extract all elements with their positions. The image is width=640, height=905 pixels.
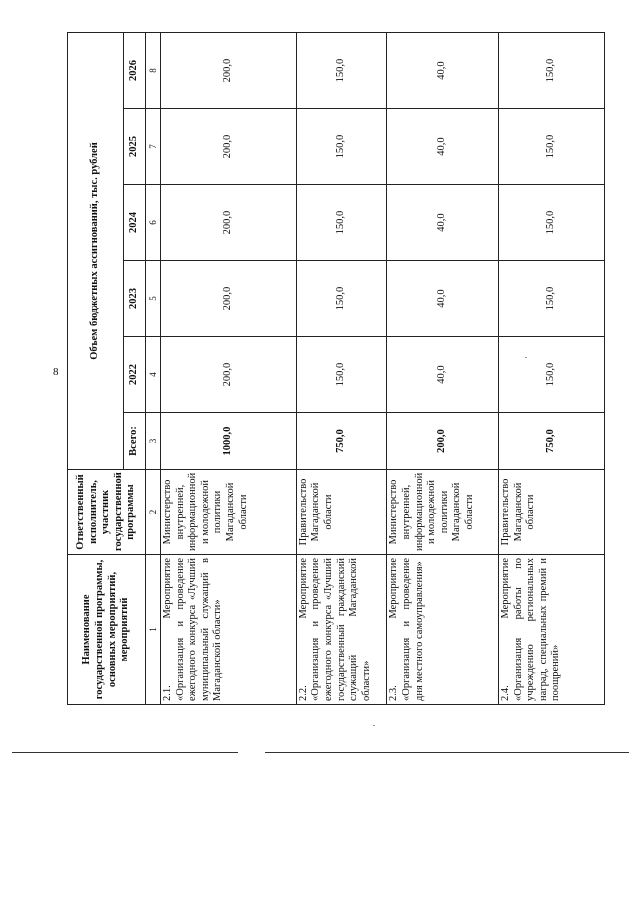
executor-cell: Правительство Магаданской области (499, 470, 605, 555)
header-year: 2023 (124, 261, 146, 337)
value-cell: 200,0 (161, 261, 297, 337)
total-cell: 750,0 (296, 413, 386, 470)
header-name: Наименование государственной программы, основных мероприятий, мероприятий (68, 555, 146, 705)
total-cell: 750,0 (499, 413, 605, 470)
column-number: 5 (146, 261, 161, 337)
value-cell: 150,0 (296, 337, 386, 413)
value-cell: 40,0 (387, 185, 499, 261)
executor-cell: Правительство Магаданской области (296, 470, 386, 555)
separator-line-right (265, 752, 629, 753)
table-row (387, 32, 499, 704)
header-year: 2024 (124, 185, 146, 261)
scan-dot (525, 357, 527, 358)
value-cell: 150,0 (296, 185, 386, 261)
value-cell: 150,0 (499, 185, 605, 261)
value-cell: 40,0 (387, 261, 499, 337)
page-number: 8 (53, 366, 59, 378)
column-number: 8 (146, 32, 161, 108)
header-total: Всего: (124, 413, 146, 470)
value-cell: 150,0 (499, 109, 605, 185)
activity-name: 2.1. Мероприятие «Организация и проведение ежегодного конкурса «Лучший муниципальный служащий в Магаданской области» (161, 555, 297, 705)
activity-name: 2.2. Мероприятие «Организация и проведение ежегодного конкурса «Лучший государственный гражданский служащий Магаданской области» (296, 555, 386, 705)
header-year: 2025 (124, 109, 146, 185)
total-cell: 200,0 (387, 413, 499, 470)
value-cell: 200,0 (161, 32, 297, 108)
value-cell: 150,0 (499, 261, 605, 337)
value-cell: 40,0 (387, 109, 499, 185)
column-number: 6 (146, 185, 161, 261)
header-budget: Объем бюджетных ассигнований, тыс. рублей (68, 32, 124, 469)
column-number: 1 (146, 555, 161, 705)
executor-cell: Министерство внутренней, информационной и молодежной политики Магаданской области (387, 470, 499, 555)
table-row (296, 32, 386, 704)
value-cell: 150,0 (296, 109, 386, 185)
header-year: 2022 (124, 337, 146, 413)
value-cell: 200,0 (161, 185, 297, 261)
total-cell: 1000,0 (161, 413, 297, 470)
scan-dot (373, 725, 375, 726)
value-cell: 200,0 (161, 109, 297, 185)
rotated-table-wrapper (67, 33, 605, 705)
column-number: 4 (146, 337, 161, 413)
activity-name: 2.4. Мероприятие «Организация работы по учреждению региональных наград, специальных премий и поощрений» (499, 555, 605, 705)
header-executor: Ответственный исполнитель, участник государственной программы (68, 470, 146, 555)
column-number: 2 (146, 470, 161, 555)
value-cell: 40,0 (387, 32, 499, 108)
value-cell: 150,0 (499, 337, 605, 413)
budget-table (67, 32, 605, 705)
table-row (499, 32, 605, 704)
column-number: 3 (146, 413, 161, 470)
value-cell: 150,0 (296, 261, 386, 337)
executor-cell: Министерство внутренней, информационной и молодежной политики Магаданской области (161, 470, 297, 555)
column-number: 7 (146, 109, 161, 185)
value-cell: 40,0 (387, 337, 499, 413)
activity-name: 2.3. Мероприятие «Организация и проведение дня местного самоуправления» (387, 555, 499, 705)
value-cell: 150,0 (499, 32, 605, 108)
value-cell: 150,0 (296, 32, 386, 108)
table-row (161, 32, 297, 704)
header-year: 2026 (124, 32, 146, 108)
value-cell: 200,0 (161, 337, 297, 413)
separator-line-left (12, 752, 238, 753)
